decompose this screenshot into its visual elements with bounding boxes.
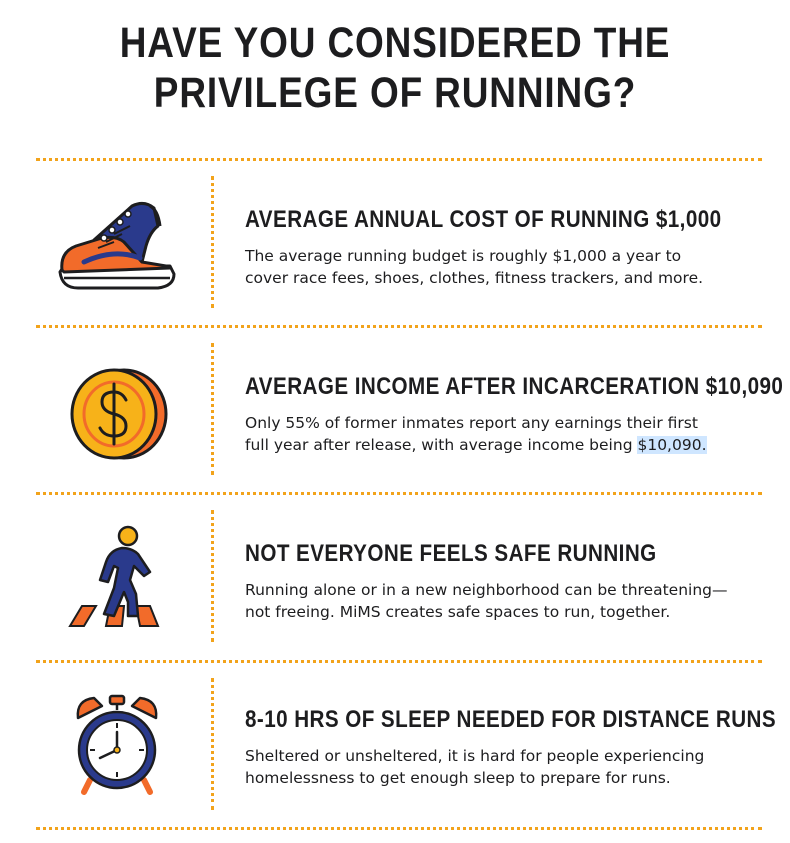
title-line-1: HAVE YOU CONSIDERED THE (119, 19, 671, 67)
item-2-text-line-2-main: full year after release, with average income being (245, 436, 638, 454)
divider-1 (36, 325, 762, 328)
item-1-heading: AVERAGE ANNUAL COST OF RUNNING $1,000 (245, 206, 722, 233)
item-3-text (245, 579, 775, 623)
column-divider-4 (211, 678, 214, 810)
item-2-text-line-1: Only 55% of former inmates report any earnings their first (245, 414, 698, 432)
divider-2 (36, 492, 762, 495)
income-highlight: $10,090. (637, 436, 707, 454)
item-4-heading: 8-10 HRS OF SLEEP NEEDED FOR DISTANCE RUNS (245, 706, 777, 733)
column-divider-2 (211, 343, 214, 475)
page-title (55, 18, 734, 118)
item-4-text-line-2: homelessness to get enough sleep to prepare for runs. (245, 769, 671, 787)
item-1-text (245, 245, 775, 289)
item-4-text (245, 745, 775, 789)
column-divider-3 (211, 510, 214, 642)
pedestrian-crossing-icon (66, 522, 166, 630)
item-2-heading: AVERAGE INCOME AFTER INCARCERATION $10,090 (245, 373, 784, 400)
alarm-clock-icon (72, 692, 162, 798)
running-shoe-icon (54, 198, 178, 294)
divider-top (36, 158, 762, 161)
item-1-text-line-2: cover race fees, shoes, clothes, fitness trackers, and more. (245, 269, 704, 287)
title-line-2: PRIVILEGE OF RUNNING? (153, 69, 637, 117)
divider-3 (36, 660, 762, 663)
column-divider-1 (211, 176, 214, 308)
item-2-text (245, 412, 775, 456)
item-3-text-line-1: Running alone or in a new neighborhood can be threatening— (245, 581, 728, 599)
dollar-coin-icon (66, 366, 170, 462)
item-1-text-line-1: The average running budget is roughly $1,000 a year to (245, 247, 682, 265)
divider-bottom (36, 827, 762, 830)
item-3-heading: NOT EVERYONE FEELS SAFE RUNNING (245, 540, 657, 567)
item-3-text-line-2: not freeing. MiMS creates safe spaces to run, together. (245, 603, 671, 621)
item-2-text-line-2 (245, 434, 775, 456)
item-4-text-line-1: Sheltered or unsheltered, it is hard for people experiencing (245, 747, 705, 765)
